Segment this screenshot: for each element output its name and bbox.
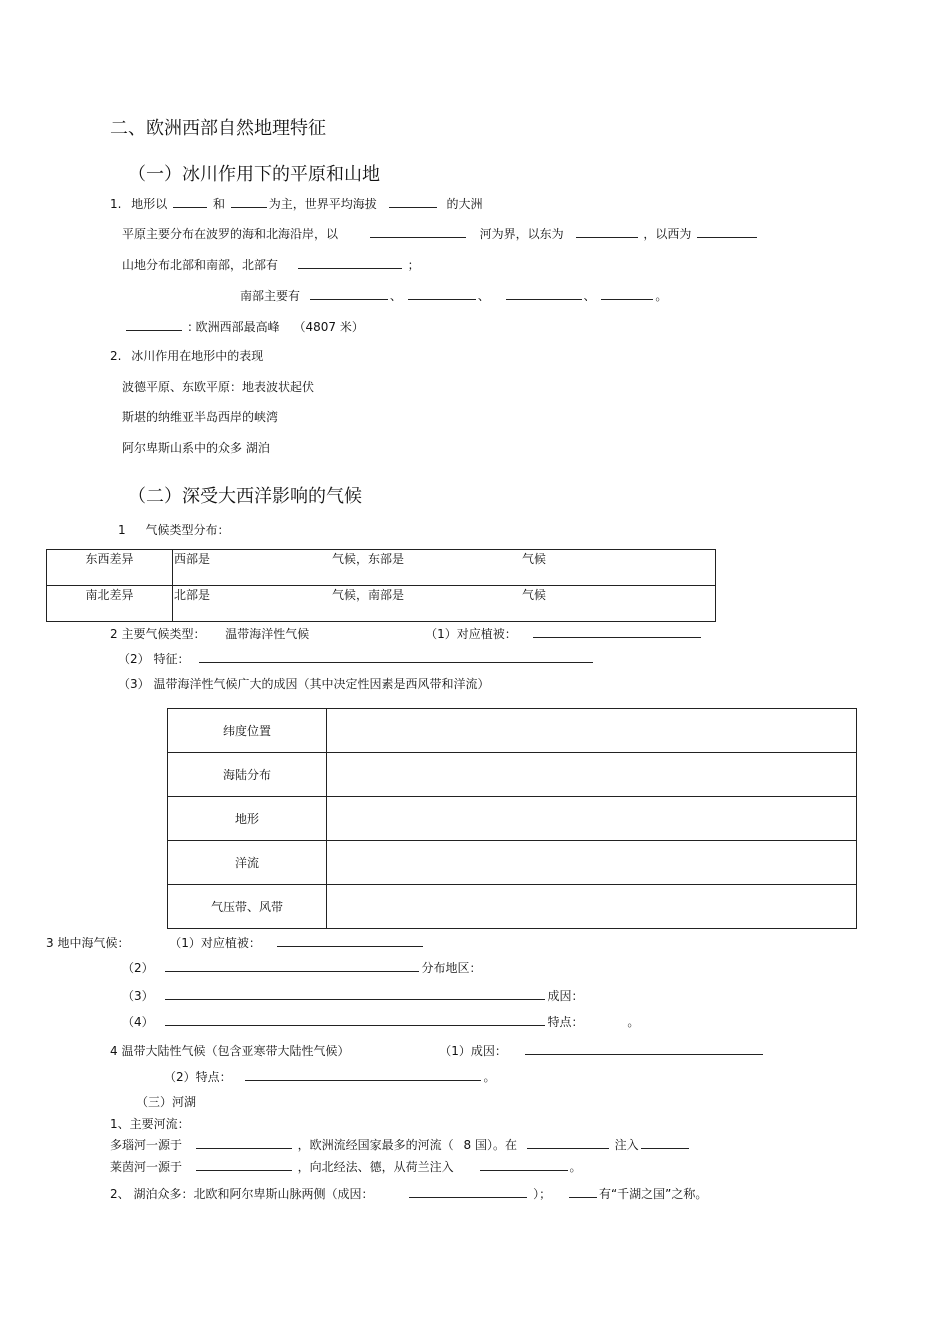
med-4-line [122,1013,639,1030]
peak-height: （4807 米） [293,320,364,334]
row-label: 东西差异 [47,550,173,586]
rivers-title: 1、主要河流： [110,1117,190,1131]
cell-text: 气候 [522,552,547,566]
plain-line [122,225,759,242]
danube-text-a: 多瑙河一源于 [110,1138,183,1152]
cell-text: 北部是 [174,588,211,602]
c1-number: 1 [118,523,126,537]
blank-thousand-lakes[interactable] [569,1185,597,1198]
table-row [168,753,857,797]
c3-4-end: 特点： [547,1015,584,1029]
lakes-line [110,1185,707,1202]
blank-continental-feature[interactable] [245,1068,481,1081]
table-row [47,586,716,622]
lakes-text-b: ）； [533,1187,552,1201]
danube-text-b: ，欧洲流经国家最多的河流（ [297,1138,454,1152]
blank-feature[interactable] [199,650,593,663]
south-mountain-line [240,287,667,304]
plain-text-c: ，以西为 [643,227,692,241]
table-row [47,550,716,586]
blank-lake-cause[interactable] [409,1185,527,1198]
q2-number: 2. [110,349,122,363]
q1-line [110,195,482,212]
c2-text-c: （1）对应植被： [425,627,517,641]
cause-answer-cell[interactable] [327,797,857,841]
blank-altitude[interactable] [389,195,437,208]
mediterranean-line [46,934,425,951]
blank-south-3[interactable] [506,287,582,300]
c4-text-b: （1）成因： [439,1044,507,1058]
blank-continental-cause[interactable] [525,1042,763,1055]
row-label: 南北差异 [47,586,173,622]
period: 。 [483,1070,496,1084]
c3-3-label: （3） [122,989,154,1003]
lakes-text-a: 2、 湖泊众多：北欧和阿尔卑斯山脉两侧（成因： [110,1187,374,1201]
blank-south-2[interactable] [408,287,476,300]
q2-title: 冰川作用在地形中的表现 [131,349,264,363]
mountain-text-a: 山地分布北部和南部，北部有 [122,258,279,272]
c3-text-b: （1）对应植被： [169,936,261,950]
q1-text-a: 地形以 [131,197,168,211]
c2-text-b: 温带海洋性气候 [225,627,310,641]
blank-highest-peak[interactable] [126,318,182,331]
q1-text-d: 的大洲 [446,197,483,211]
peak-text: : 欧洲西部最高峰 [187,320,280,334]
c4-2-label: （2）特点： [164,1070,232,1084]
danube-text-c: 8 国）。在 [463,1138,517,1152]
blank-south-4[interactable] [601,287,653,300]
period: 。 [627,1015,640,1029]
feature-line [118,650,595,667]
period: 。 [655,289,668,303]
blank-vegetation-ocean[interactable] [533,625,701,638]
table-row [168,841,857,885]
climate-distribution-table [46,549,716,622]
blank-vegetation-med[interactable] [277,934,423,947]
blank-rhine-source[interactable] [196,1158,292,1171]
separator: 、 [477,289,490,303]
q1-number: 1. [110,197,122,211]
continental-line [110,1042,765,1059]
peak-line [124,318,364,335]
glacier-item: 阿尔卑斯山系中的众多 湖泊 [122,441,270,455]
blank-danube-sea[interactable] [641,1136,689,1149]
c2-text-a: 2 主要气候类型： [110,627,206,641]
mountain-line [122,256,420,273]
cause-answer-cell[interactable] [327,753,857,797]
main-climate-line [110,625,703,642]
cell-text: 气候，南部是 [332,588,405,602]
subsection-3-title: （三）河湖 [136,1095,197,1109]
table-row [168,885,857,929]
continental-2-line [164,1068,495,1085]
climate-distribution-line [118,521,229,538]
cause-label: 气压带、风带 [168,885,327,929]
period: 。 [569,1160,582,1174]
cause-table [167,708,857,929]
separator: 、 [583,289,596,303]
cause-title: （3） 温带海洋性气候广大的成因（其中决定性因素是西风带和洋流） [118,677,490,691]
blank-east[interactable] [576,225,638,238]
feature-label: （2） 特征： [118,652,190,666]
blank-north-mountains[interactable] [298,256,402,269]
separator: 、 [389,289,402,303]
c3-text-a: 3 地中海气候： [46,936,130,950]
cause-label: 地形 [168,797,327,841]
cause-label: 洋流 [168,841,327,885]
rhine-line [110,1158,582,1175]
lakes-text-c: 有“千湖之国”之称。 [598,1187,708,1201]
table-row [168,797,857,841]
south-text: 南部主要有 [240,289,301,303]
blank-med-3[interactable] [165,987,545,1000]
section-title: 二、欧洲西部自然地理特征 [110,118,326,139]
q1-text-c: 为主，世界平均海拔 [268,197,377,211]
c3-2-end: 分布地区： [421,961,482,975]
cause-answer-cell[interactable] [327,885,857,929]
climate-cell [173,586,716,622]
c4-text-a: 4 温带大陆性气候（包含亚寒带大陆性气候） [110,1044,350,1058]
blank-med-2[interactable] [165,959,419,972]
blank-river[interactable] [370,225,466,238]
mountain-text-b: ； [407,258,420,272]
cell-text: 西部是 [174,552,211,566]
med-3-line [122,987,583,1004]
danube-text-d: 注入 [614,1138,639,1152]
cause-answer-cell[interactable] [327,841,857,885]
table-row [168,709,857,753]
c1-title: 气候类型分布： [145,523,230,537]
rhine-text-b: ，向北经法、德，从荷兰注入 [297,1160,454,1174]
glacier-item: 波德平原、东欧平原：地表波状起伏 [122,380,315,394]
danube-line [110,1136,691,1153]
subsection-1-title: （一）冰川作用下的平原和山地 [128,164,380,185]
blank-terrain-2[interactable] [231,195,267,208]
glacier-item: 斯堪的纳维亚半岛西岸的峡湾 [122,410,279,424]
plain-text-b: 河为界，以东为 [479,227,564,241]
c3-2-label: （2） [122,961,154,975]
cause-label: 海陆分布 [168,753,327,797]
cell-text: 气候 [522,588,547,602]
c3-3-end: 成因： [547,989,584,1003]
med-2-line [122,959,481,976]
q1-text-b: 和 [212,197,225,211]
rhine-text-a: 莱茵河一源于 [110,1160,183,1174]
climate-cell [173,550,716,586]
cause-label: 纬度位置 [168,709,327,753]
q2-line [110,347,263,364]
blank-danube-location[interactable] [527,1136,609,1149]
blank-danube-source[interactable] [196,1136,292,1149]
blank-south-1[interactable] [310,287,388,300]
blank-west[interactable] [697,225,757,238]
blank-rhine-sea[interactable] [480,1158,568,1171]
blank-med-4[interactable] [165,1013,545,1026]
blank-terrain-1[interactable] [173,195,207,208]
c3-4-label: （4） [122,1015,154,1029]
cause-answer-cell[interactable] [327,709,857,753]
subsection-2-title: （二）深受大西洋影响的气候 [128,486,362,507]
cell-text: 气候，东部是 [332,552,405,566]
plain-text-a: 平原主要分布在波罗的海和北海沿岸，以 [122,227,339,241]
